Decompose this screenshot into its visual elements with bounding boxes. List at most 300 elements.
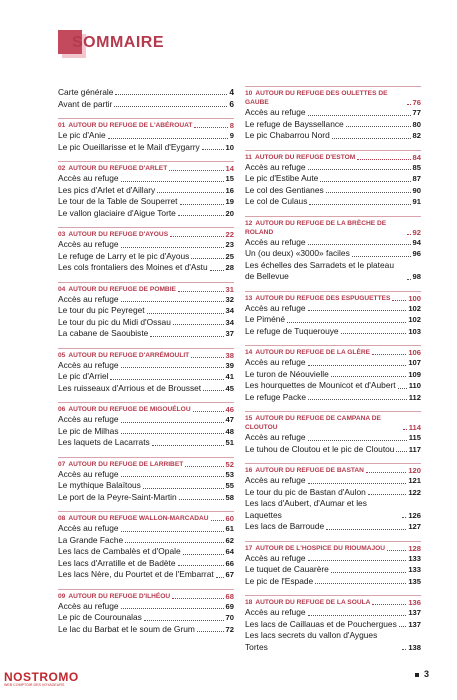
toc-entry[interactable]: [58, 239, 234, 251]
toc-entry-label: Les ruisseaux d'Arrious et de Brousset: [58, 382, 202, 393]
section-page: 84: [412, 152, 421, 162]
toc-entry-label: Le lac du Barbat et le soum de Grum: [58, 623, 195, 634]
toc-entry[interactable]: [245, 475, 421, 487]
leader-dots: [173, 324, 224, 325]
section-title: AUTOUR DE L'HOSPICE DU RIOUMAJOU: [255, 544, 386, 552]
toc-entry[interactable]: [245, 303, 421, 315]
toc-entry-page: 34: [225, 317, 234, 327]
toc-entry-page: 70: [225, 613, 234, 622]
toc-entry-label: Accès au refuge: [245, 107, 306, 117]
leader-dots: [143, 488, 224, 489]
toc-entry-label: Accès au refuge: [58, 359, 119, 370]
toc-entry[interactable]: [58, 569, 234, 581]
toc-entry[interactable]: [245, 119, 421, 131]
section-heading[interactable]: [245, 414, 421, 432]
toc-section: [58, 511, 234, 581]
leader-dots: [191, 357, 223, 358]
toc-entry-label: Le refuge de Tuquerouye: [245, 325, 339, 336]
section-number: 10: [245, 90, 253, 97]
toc-entry-label: Le tour de la Table de Souperret: [58, 196, 178, 206]
leader-dots: [194, 127, 227, 128]
section-number: 11: [245, 153, 252, 161]
toc-entry-label: Les lacs secrets du vallon d'Aygues Tortes: [245, 630, 378, 652]
leader-dots: [308, 115, 411, 116]
leader-dots: [308, 560, 407, 561]
toc-entry-page: 15: [225, 174, 234, 183]
section-heading[interactable]: [58, 230, 234, 239]
toc-entry[interactable]: [58, 558, 234, 570]
section-title: AUTOUR DU REFUGE DE L'ABÉROUAT: [68, 122, 193, 129]
toc-entry-page: 45: [225, 383, 234, 393]
toc-entry[interactable]: [58, 624, 234, 636]
toc-entry[interactable]: [245, 576, 421, 588]
section-number: 17: [245, 544, 253, 552]
toc-entry-label: Les cols frontaliers des Moines et d'Astu: [58, 262, 208, 272]
section-heading[interactable]: [58, 460, 234, 469]
leader-dots: [346, 126, 411, 127]
section-heading[interactable]: [245, 598, 421, 607]
toc-entry-page: 34: [225, 306, 234, 315]
section-title: AUTOUR DU REFUGE D'ARLET: [68, 165, 168, 172]
toc-section: [58, 118, 234, 153]
toc-entry[interactable]: [245, 130, 421, 142]
leader-dots: [152, 445, 224, 446]
leader-dots: [216, 577, 224, 578]
section-page: 46: [225, 405, 234, 414]
leader-dots: [150, 336, 223, 337]
leader-dots: [357, 159, 410, 160]
toc-entry-page: 135: [408, 576, 421, 586]
section-page: 22: [225, 230, 234, 239]
toc-entry[interactable]: [58, 383, 234, 395]
toc-entry-label: Accès au refuge: [245, 161, 306, 172]
toc-section: [58, 589, 234, 636]
toc-entry-page: 96: [412, 249, 421, 258]
section-heading[interactable]: [245, 89, 421, 107]
intro-entry[interactable]: [58, 98, 234, 110]
toc-entry-label: Accès au refuge: [245, 236, 306, 247]
nostromo-logo: [4, 670, 78, 696]
toc-entry[interactable]: [58, 305, 234, 317]
toc-entry-label: Le pic d'Anie: [58, 130, 106, 140]
toc-entry-label: Le port de la Peyre-Saint-Martin: [58, 491, 177, 502]
leader-dots: [308, 399, 407, 400]
toc-entry[interactable]: [245, 619, 421, 631]
toc-entry-page: 20: [225, 208, 234, 218]
toc-entry-page: 53: [225, 469, 234, 479]
toc-section: [58, 402, 234, 449]
section-page: 92: [412, 227, 421, 237]
toc-entry-label: Le pic Oueillarisse et le Mail d'Eygarry: [58, 141, 200, 152]
toc-entry-label: Les lacs de Cambalès et d'Opale: [58, 546, 181, 556]
toc-entry[interactable]: [58, 371, 234, 383]
toc-entry[interactable]: [245, 392, 421, 404]
toc-entry-label: Le pic d'Estibe Aute: [245, 173, 319, 183]
toc-entry[interactable]: [58, 612, 234, 624]
toc-entry-page: 67: [225, 570, 234, 579]
leader-dots: [308, 440, 407, 441]
leader-dots: [326, 192, 411, 193]
toc-entry-label: Les lacs de Caillauas et de Pouchergues: [245, 618, 397, 629]
toc-section: [58, 161, 234, 219]
leader-dots: [315, 583, 406, 584]
section-title: AUTOUR DU REFUGE DE BASTAN: [255, 467, 364, 474]
leader-dots: [178, 565, 224, 566]
toc-entry-page: 122: [408, 487, 421, 497]
toc-entry[interactable]: [58, 196, 234, 208]
toc-entry-label: Accès au refuge: [58, 468, 119, 479]
toc-entry-page: 32: [225, 294, 234, 304]
section-number: 08: [58, 515, 66, 522]
section-page: 52: [225, 459, 234, 469]
toc-entry[interactable]: [58, 185, 234, 197]
section-title: AUTOUR DU REFUGE DES OULETTES DE GAUBE: [245, 90, 388, 106]
toc-entry-page: 64: [225, 547, 234, 556]
toc-entry-page: 62: [225, 535, 234, 545]
toc-entry[interactable]: [245, 237, 421, 249]
section-heading[interactable]: [245, 466, 421, 475]
leader-dots: [332, 138, 411, 139]
toc-entry[interactable]: [58, 317, 234, 329]
toc-entry[interactable]: [58, 294, 234, 306]
leader-dots: [121, 531, 224, 532]
leader-dots: [287, 322, 406, 323]
toc-entry-label: Accès au refuge: [245, 552, 306, 563]
toc-entry-label: Le turon de Néouvielle: [245, 368, 329, 379]
toc-entry[interactable]: [245, 432, 421, 444]
toc-entry-label: Le refuge de Larry et le pic d'Ayous: [58, 250, 190, 261]
toc-entry[interactable]: [58, 535, 234, 547]
toc-entry-page: 51: [225, 438, 234, 447]
toc-entry[interactable]: [245, 369, 421, 381]
toc-entry-label: Accès au refuge: [58, 523, 119, 533]
toc-section: [58, 227, 234, 274]
toc-section: [245, 86, 421, 142]
toc-entry-label: Le refuge de Bayssellance: [245, 118, 344, 129]
toc-entry-label: La cabane de Saoubiste: [58, 328, 149, 338]
section-number: 12: [245, 219, 253, 227]
toc-entry[interactable]: [245, 564, 421, 576]
page-number-value: 3: [423, 669, 429, 679]
toc-entry-page: 10: [225, 142, 234, 152]
leader-dots: [352, 256, 411, 257]
toc-entry-page: 19: [225, 197, 234, 206]
toc-entry-page: 82: [412, 131, 421, 140]
section-page: 8: [229, 121, 234, 130]
toc-entry-label: Accès au refuge: [245, 607, 306, 617]
toc-entry[interactable]: [58, 414, 234, 426]
toc-section: [245, 595, 421, 653]
toc-entry-page: 87: [412, 174, 421, 183]
toc-entry[interactable]: [58, 601, 234, 613]
leader-dots: [407, 279, 411, 280]
toc-entry[interactable]: [58, 130, 234, 142]
toc-entry-label: Accès au refuge: [245, 432, 306, 442]
toc-entry-page: 109: [408, 369, 421, 379]
toc-right-column: [245, 86, 421, 653]
toc-entry[interactable]: [245, 260, 421, 283]
leader-dots: [402, 649, 406, 650]
toc-entry[interactable]: [245, 357, 421, 369]
section-title: AUTOUR DU REFUGE DE LARRIBET: [68, 460, 184, 468]
section-heading[interactable]: [58, 405, 234, 414]
toc-entry-page: 41: [225, 372, 234, 381]
toc-entry-page: 121: [408, 476, 421, 485]
section-number: 01: [58, 122, 66, 129]
toc-entry-label: Accès au refuge: [245, 302, 306, 313]
intro-entry-page: 6: [229, 99, 234, 109]
leader-dots: [331, 376, 407, 377]
toc-entry-page: 28: [225, 263, 234, 272]
toc-entry-page: 102: [408, 303, 421, 313]
section-title: AUTOUR DU REFUGE DE POMBIE: [68, 285, 176, 293]
leader-dots: [308, 169, 411, 170]
toc-entry[interactable]: [58, 251, 234, 263]
section-number: 06: [58, 406, 66, 413]
section-heading[interactable]: [58, 592, 234, 601]
section-heading[interactable]: [58, 121, 234, 130]
section-title: AUTOUR DU REFUGE DE LA BRÈCHE DE ROLAND: [245, 219, 387, 236]
toc-entry[interactable]: [58, 426, 234, 438]
section-page: 106: [408, 348, 421, 357]
section-page: 68: [225, 591, 234, 601]
toc-entry[interactable]: [58, 328, 234, 340]
leader-dots: [121, 476, 224, 477]
leader-dots: [341, 333, 407, 334]
leader-dots: [114, 106, 227, 107]
section-number: 07: [58, 460, 66, 468]
toc-entry[interactable]: [58, 437, 234, 449]
section-title: AUTOUR DU REFUGE DES ESPUGUETTES: [255, 294, 391, 302]
intro-entry-label: Carte générale: [58, 87, 114, 97]
leader-dots: [121, 433, 224, 434]
section-number: 03: [58, 231, 66, 238]
toc-entry[interactable]: [58, 173, 234, 185]
toc-entry[interactable]: [58, 523, 234, 535]
leader-dots: [211, 520, 224, 521]
toc-entry-label: Le Piméné: [245, 314, 286, 324]
section-heading[interactable]: [245, 153, 421, 162]
toc-entry[interactable]: [58, 360, 234, 372]
leader-dots: [121, 608, 224, 609]
leader-dots: [308, 365, 407, 366]
leader-dots: [191, 258, 223, 259]
toc-entry[interactable]: [245, 185, 421, 197]
toc-entry-label: Le mythique Balaïtous: [58, 480, 141, 490]
toc-entry-label: Le tuquet de Cauarère: [245, 564, 329, 574]
toc-entry-label: Le tour du pic du Midi d'Ossau: [58, 316, 171, 327]
toc-entry-page: 137: [408, 619, 421, 629]
leader-dots: [399, 626, 407, 627]
section-heading[interactable]: [245, 348, 421, 357]
leader-dots: [308, 310, 407, 311]
toc-entry[interactable]: [58, 546, 234, 558]
toc-entry[interactable]: [245, 630, 421, 653]
toc-entry-label: Le pic Chabarrou Nord: [245, 130, 330, 140]
leader-dots: [326, 529, 406, 530]
toc-entry-label: Le tuhou de Cloutou et le pic de Cloutou: [245, 443, 395, 454]
section-title: AUTOUR DU REFUGE D'AYOUS: [68, 231, 169, 238]
toc-entry-label: La Grande Fache: [58, 534, 124, 545]
leader-dots: [368, 494, 407, 495]
toc-entry-page: 137: [408, 608, 421, 617]
leader-dots: [121, 301, 224, 302]
section-number: 13: [245, 294, 253, 302]
toc-entry[interactable]: [58, 208, 234, 220]
toc-entry[interactable]: [58, 262, 234, 274]
toc-section: [245, 216, 421, 283]
leader-dots: [403, 429, 407, 430]
toc-entry-page: 115: [408, 433, 421, 442]
toc-entry-page: 102: [408, 315, 421, 324]
toc-entry-label: Un (ou deux) «3000» faciles: [245, 248, 350, 258]
toc-entry-label: Accès au refuge: [245, 475, 306, 485]
page-number: [415, 669, 429, 679]
section-heading[interactable]: [245, 294, 421, 303]
intro-entry-label: Avant de partir: [58, 99, 113, 109]
section-heading[interactable]: [245, 219, 421, 237]
toc-entry-page: 47: [225, 415, 234, 424]
section-heading[interactable]: [58, 164, 234, 173]
leader-dots: [402, 517, 406, 518]
toc-entry[interactable]: [58, 480, 234, 492]
toc-entry[interactable]: [245, 314, 421, 326]
intro-entry[interactable]: [58, 86, 234, 98]
toc-entry-page: 66: [225, 558, 234, 568]
toc-entry-page: 61: [225, 524, 234, 533]
toc-entry[interactable]: [245, 107, 421, 119]
section-page: 120: [408, 466, 421, 475]
toc-entry-page: 39: [225, 360, 234, 370]
toc-entry[interactable]: [245, 196, 421, 208]
section-number: 09: [58, 592, 66, 600]
toc-entry[interactable]: [245, 326, 421, 338]
section-heading[interactable]: [245, 544, 421, 553]
section-title: AUTOUR DU REFUGE DE CAMPANA DE CLOUTOU: [245, 415, 381, 431]
toc-entry-label: Les échelles des Sarradets et le plateau de Bellevue: [245, 259, 394, 281]
section-number: 04: [58, 285, 66, 293]
toc-entry-page: 133: [408, 553, 421, 563]
leader-dots: [331, 572, 407, 573]
toc-entry-label: Les lacs d'Aubert, d'Aumar et les Laquettes: [245, 498, 367, 520]
toc-entry-label: Les pics d'Arlet et d'Aillary: [58, 184, 156, 195]
toc-entry[interactable]: [245, 173, 421, 185]
toc-entry-label: Le refuge Packe: [245, 391, 306, 402]
section-number: 15: [245, 415, 253, 422]
toc-entry[interactable]: [245, 444, 421, 456]
toc-entry-page: 16: [225, 185, 234, 195]
toc-entry[interactable]: [245, 607, 421, 619]
section-page: 128: [408, 543, 421, 553]
toc-entry-page: 126: [408, 510, 421, 520]
leader-dots: [125, 542, 223, 543]
toc-entry-page: 77: [412, 108, 421, 117]
toc-entry-page: 85: [412, 162, 421, 172]
intro-entries: [58, 86, 234, 110]
section-title: AUTOUR DU REFUGE DE MIGOUÉLOU: [68, 406, 191, 413]
toc-entry-page: 69: [225, 601, 234, 611]
leader-dots: [115, 94, 227, 95]
toc-entry-page: 48: [225, 426, 234, 436]
section-page: 100: [408, 293, 421, 303]
section-heading[interactable]: [58, 514, 234, 523]
toc-entry-label: Accès au refuge: [58, 239, 119, 249]
toc-entry[interactable]: [245, 248, 421, 260]
toc-entry-page: 58: [225, 492, 234, 502]
leader-dots: [169, 170, 223, 171]
leader-dots: [180, 204, 224, 205]
toc-entry[interactable]: [245, 498, 421, 521]
section-page: 76: [412, 98, 421, 107]
leader-dots: [185, 466, 223, 467]
section-heading[interactable]: [58, 351, 234, 360]
toc-entry-label: Le tour du pic Peyreget: [58, 305, 145, 315]
section-number: 02: [58, 165, 66, 172]
toc-entry-page: 90: [412, 185, 421, 195]
toc-section: [58, 282, 234, 340]
section-page: 38: [225, 350, 234, 360]
toc-entry-page: 91: [412, 197, 421, 206]
leader-dots: [392, 300, 406, 301]
toc-entry[interactable]: [245, 553, 421, 565]
section-heading[interactable]: [58, 285, 234, 294]
leader-dots: [170, 236, 223, 237]
section-page: 31: [225, 284, 234, 294]
toc-entry-label: Accès au refuge: [58, 173, 119, 183]
toc-entry-label: Accès au refuge: [58, 293, 119, 304]
leader-dots: [202, 149, 224, 150]
toc-entry-label: Le pic d'Arriel: [58, 371, 109, 381]
leader-dots: [366, 472, 406, 473]
toc-entry[interactable]: [58, 492, 234, 504]
logo-name: NOSTROMO: [4, 670, 79, 684]
section-number: 18: [245, 599, 253, 606]
leader-dots: [183, 554, 224, 555]
leader-dots: [398, 388, 407, 389]
section-title: AUTOUR DU REFUGE D'ILHÉOU: [68, 592, 171, 600]
leader-dots: [210, 270, 224, 271]
toc-entry-page: 133: [408, 565, 421, 574]
toc-entry-page: 25: [225, 251, 234, 261]
leader-dots: [172, 598, 223, 599]
toc-entry-label: Accès au refuge: [58, 600, 119, 611]
toc-entry[interactable]: [245, 380, 421, 392]
toc-entry[interactable]: [58, 142, 234, 154]
toc-entry-page: 127: [408, 522, 421, 531]
leader-dots: [387, 550, 406, 551]
toc-entry[interactable]: [245, 487, 421, 499]
toc-entry[interactable]: [58, 469, 234, 481]
section-page: 60: [225, 514, 234, 523]
section-page: 136: [408, 598, 421, 607]
toc-entry-label: Le col de Culaus: [245, 196, 308, 206]
toc-left-column: [58, 86, 234, 635]
leader-dots: [121, 367, 224, 368]
toc-entry[interactable]: [245, 162, 421, 174]
toc-section: [245, 541, 421, 588]
leader-dots: [108, 138, 228, 139]
logo-tagline: WEB COMPTOIR DES VOYAGEURS: [4, 683, 65, 687]
toc-entry-label: Les hourquettes de Mounicot et d'Aubert: [245, 380, 396, 390]
toc-entry-label: Le col des Gentianes: [245, 184, 324, 195]
leader-dots: [396, 451, 406, 452]
section-title: AUTOUR DU REFUGE DE LA GLÈRE: [255, 349, 371, 356]
toc-entry-label: Le tour du pic de Bastan d'Aulon: [245, 486, 366, 497]
toc-entry[interactable]: [245, 521, 421, 533]
toc-entry-page: 107: [408, 358, 421, 367]
toc-section: [245, 291, 421, 338]
section-title: AUTOUR DU REFUGE DE LA SOULA: [255, 599, 371, 606]
